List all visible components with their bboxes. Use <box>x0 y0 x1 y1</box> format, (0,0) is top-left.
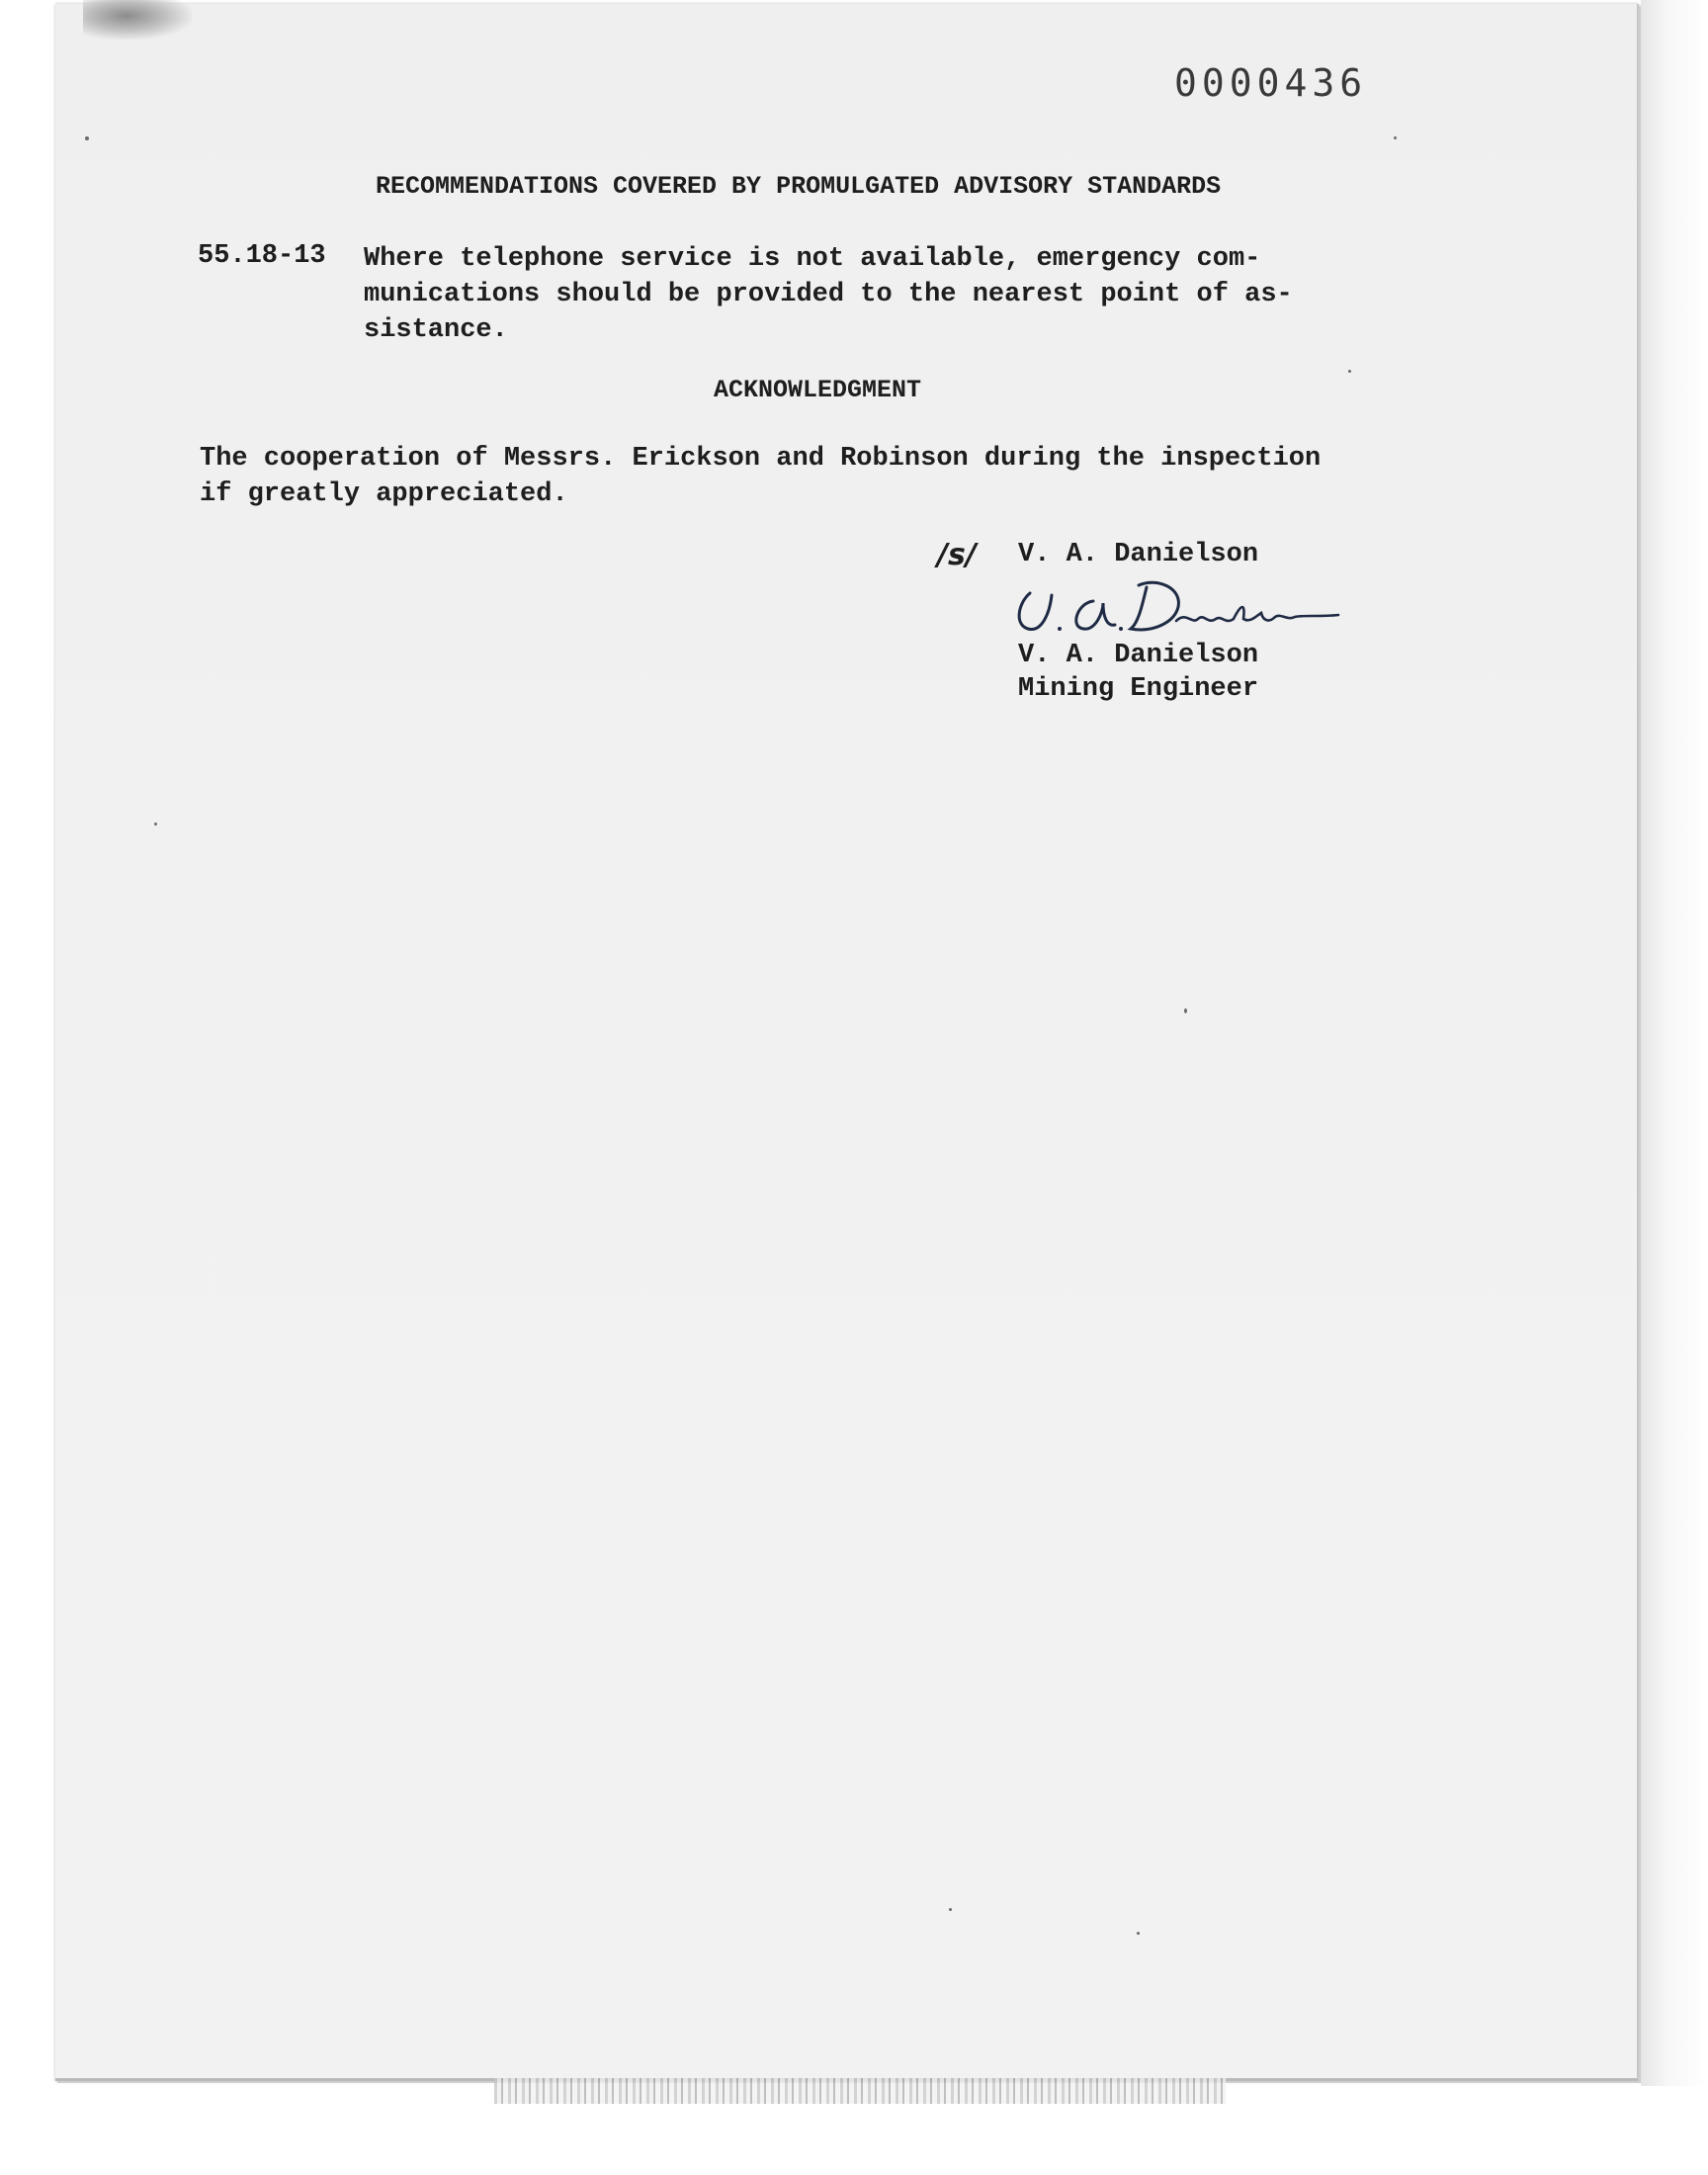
speck <box>1137 1932 1140 1935</box>
speck <box>1348 370 1351 373</box>
speck <box>949 1908 952 1911</box>
scanner-bottom-strip <box>494 2078 1226 2104</box>
recommendation-line: sistance. <box>364 315 508 345</box>
recommendation-number: 55.18-13 <box>198 241 326 271</box>
handwritten-signature <box>1008 573 1344 647</box>
recommendation-line: Where telephone service is not available, emergency com- <box>364 244 1261 274</box>
speck <box>1394 136 1397 139</box>
acknowledgment-line: if greatly appreciated. <box>200 479 568 509</box>
speck <box>85 136 89 140</box>
speck <box>1184 1008 1187 1013</box>
document-number: 0000436 <box>1174 61 1368 105</box>
acknowledgment-heading: ACKNOWLEDGMENT <box>714 376 922 404</box>
recommendation-line: munications should be provided to the nearest point of as- <box>364 280 1293 309</box>
recommendation-text <box>364 241 1332 348</box>
acknowledgment-text <box>200 441 1406 512</box>
signature-mark: /s/ <box>937 538 977 572</box>
corner-smudge <box>83 0 192 40</box>
scanner-right-edge <box>1641 0 1708 2086</box>
page-heading: RECOMMENDATIONS COVERED BY PROMULGATED ADVISORY STANDARDS <box>376 172 1222 201</box>
speck <box>154 823 157 826</box>
acknowledgment-line: The cooperation of Messrs. Erickson and Robinson during the inspection <box>200 444 1322 474</box>
signature-name: V. A. Danielson <box>1018 641 1259 670</box>
signature-typed-name: V. A. Danielson <box>1018 540 1259 569</box>
signature-title: Mining Engineer <box>1018 674 1259 704</box>
